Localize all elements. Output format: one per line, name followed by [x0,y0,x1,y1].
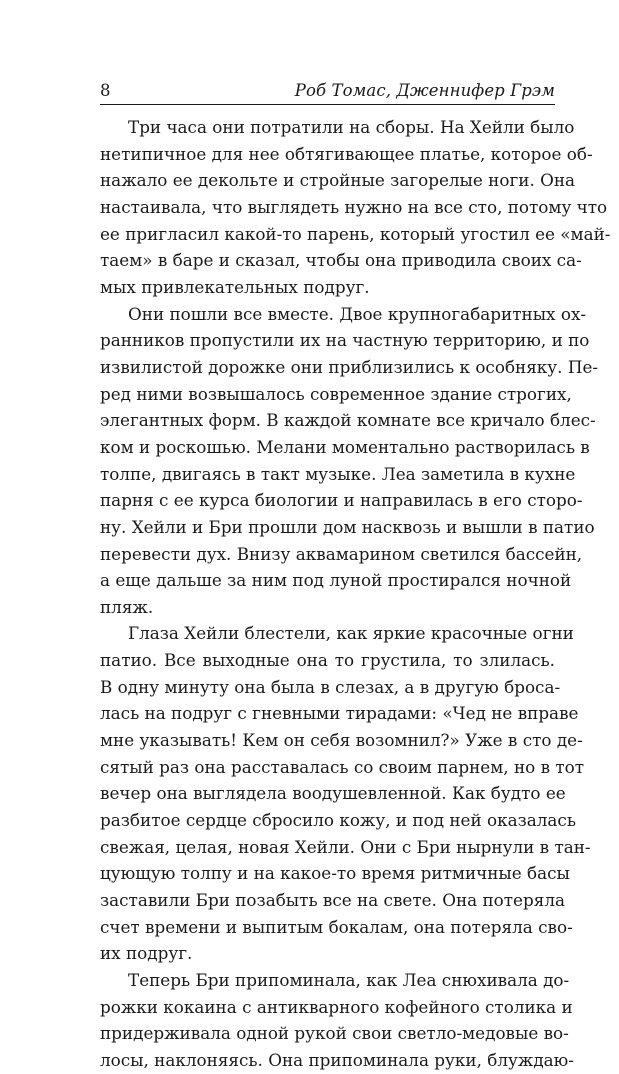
text-line: Они пошли все вместе. Двое крупногабаритных ох- [128,303,587,324]
text-line: мых привлекательных подруг. [100,276,370,297]
text-line: счет времени и выпитым бокалам, она потеряла сво- [100,916,573,937]
text-line: ее пригласил какой-то парень, который угостил ее «май- [100,223,611,244]
text-line: лась на подруг с гневными тирадами: «Чед не вправе [100,703,579,724]
text-line: а еще дальше за ним под луной простирался ночной [100,570,572,591]
paragraph [100,620,591,967]
page-number: 8 [100,81,111,100]
text-line: Теперь Бри припоминала, как Леа снюхивала до- [128,970,570,990]
text-line: придерживала одной рукой свои светло-медовые во- [100,1023,569,1044]
text-line: ред ними возвышалось современное здание строгих, [100,383,572,404]
text-line: настаивала, что выглядеть нужно на все сто, потому что [100,196,608,217]
text-line: ранников пропустили их на частную территорию, и по [100,330,590,351]
text-line: заставили Бри позабыть все на свете. Она потеряла [100,890,565,911]
text-line: ком и роскошью. Мелани моментально растворилась в [100,436,590,457]
text-line: извилистой дорожке они приблизились к особняку. Пе- [100,356,599,377]
body-text [100,114,611,1074]
paragraph [100,967,574,1074]
text-line: вечер она выглядела воодушевленной. Как будто ее [100,783,566,804]
text-line: сятый раз она расставалась со своим парнем, но в тот [100,756,585,777]
running-head-title: Роб Томас, Дженнифер Грэм [294,81,555,100]
paragraph [100,114,611,301]
text-line: свежая, целая, новая Хейли. Они с Бри нырнули в тан- [100,836,591,857]
text-line: нетипичное для нее обтягивающее платье, которое об- [100,143,593,164]
text-line: Глаза Хейли блестели, как яркие красочные огни [128,623,574,644]
text-line: рожки кокаина с антикварного кофейного столика и [100,996,573,1017]
text-line: ну. Хейли и Бри прошли дом насквозь и вышли в патио [100,516,595,537]
text-line: таем» в баре и сказал, чтобы она приводила своих са- [100,250,582,271]
text-line: мне указывать! Кем он себя возомнил?» Уже в сто де- [100,730,583,751]
text-line: цующую толпу и на какое-то время ритмичные басы [100,863,570,884]
text-line: В одну минуту она была в слезах, а в другую броса- [100,676,561,697]
text-line: пляж. [100,596,154,617]
text-line: перевести дух. Внизу аквамарином светился бассейн, [100,543,583,564]
text-line: патио. Все выходные она то грустила, то злилась. [100,650,555,671]
text-line: Три часа они потратили на сборы. На Хейли было [128,117,575,137]
text-line: элегантных форм. В каждой комнате все кричало блес- [100,410,596,431]
text-line: лосы, наклоняясь. Она припоминала руки, блуждаю- [100,1049,574,1070]
header-rule [100,104,555,105]
running-header [100,70,555,100]
text-line: нажало ее декольте и стройные загорелые ноги. Она [100,170,576,191]
paragraph [100,301,599,621]
text-line: парня с ее курса биологии и направилась в его сторо- [100,490,583,511]
text-line: толпе, двигаясь в такт музыке. Леа заметила в кухне [100,463,576,484]
text-line: их подруг. [100,943,193,964]
text-line: разбитое сердце сбросило кожу, и под ней оказалась [100,810,576,831]
